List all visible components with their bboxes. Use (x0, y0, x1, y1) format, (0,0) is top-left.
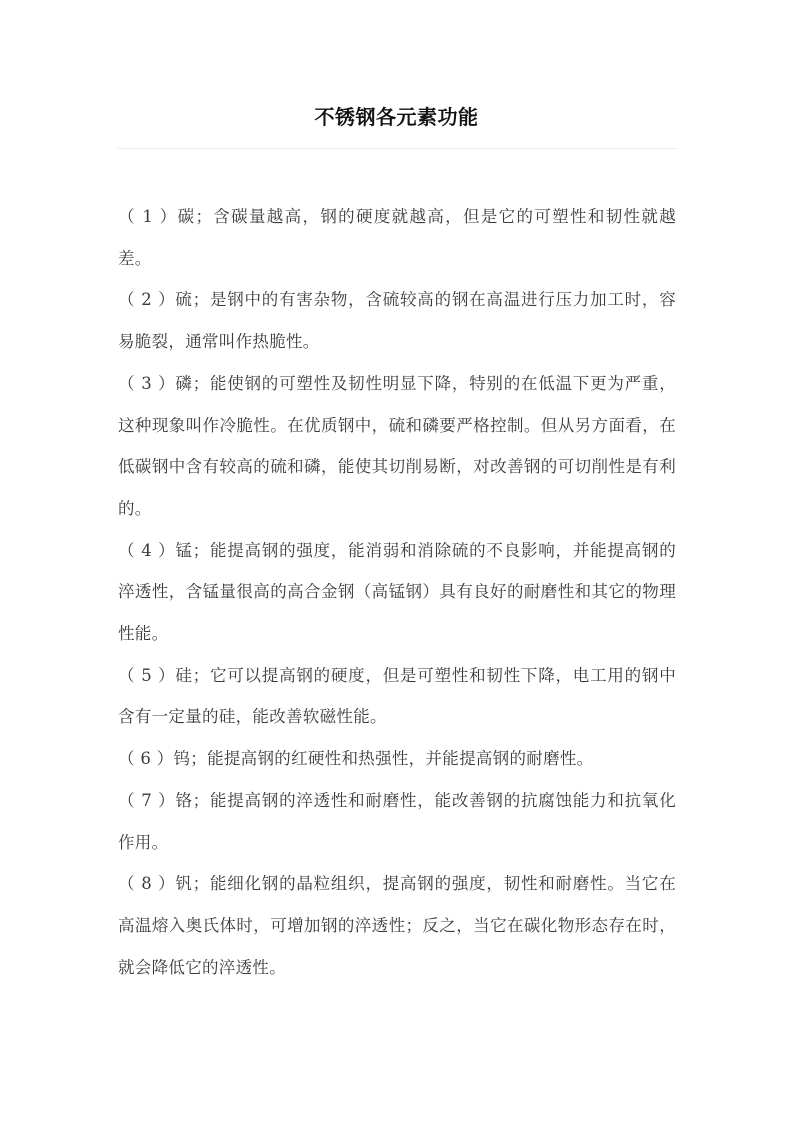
document-title: 不锈钢各元素功能 (314, 105, 479, 129)
paragraph-silicon: （ 5 ）硅；它可以提高钢的硬度，但是可塑性和韧性下降，电工用的钢中含有一定量的硅，能改善软磁性能。 (118, 665, 676, 727)
paragraph-vanadium: （ 8 ）钒；能细化钢的晶粒组织，提高钢的强度，韧性和耐磨性。当它在高温熔入奥氏体时，可增加钢的淬透性；反之，当它在碳化物形态存在时，就会降低它的淬透性。 (118, 874, 676, 977)
paragraph-phosphorus: （ 3 ）磷；能使钢的可塑性及韧性明显下降，特别的在低温下更为严重，这种现象叫作冷脆性。在优质钢中，硫和磷要严格控制。但从另方面看，在低碳钢中含有较高的硫和磷，能使其切削易断，对改善钢的可切削性是有利的。 (118, 373, 676, 518)
document-body (118, 196, 676, 988)
paragraph-carbon: （ 1 ）碳；含碳量越高，钢的硬度就越高，但是它的可塑性和韧性就越差。 (118, 207, 676, 268)
paragraph-sulfur: （ 2 ）硫；是钢中的有害杂物，含硫较高的钢在高温进行压力加工时，容易脆裂，通常叫作热脆性。 (118, 290, 676, 352)
paragraph-tungsten: （ 6 ）钨；能提高钢的红硬性和热强性，并能提高钢的耐磨性。 (118, 749, 594, 769)
title-divider (117, 148, 676, 149)
paragraph-manganese: （ 4 ）锰；能提高钢的强度，能消弱和消除硫的不良影响，并能提高钢的淬透性，含锰量很高的高合金钢（高锰钢）具有良好的耐磨性和其它的物理性能。 (118, 540, 676, 644)
paragraph-chromium: （ 7 ）铬；能提高钢的淬透性和耐磨性，能改善钢的抗腐蚀能力和抗氧化作用。 (118, 790, 676, 852)
